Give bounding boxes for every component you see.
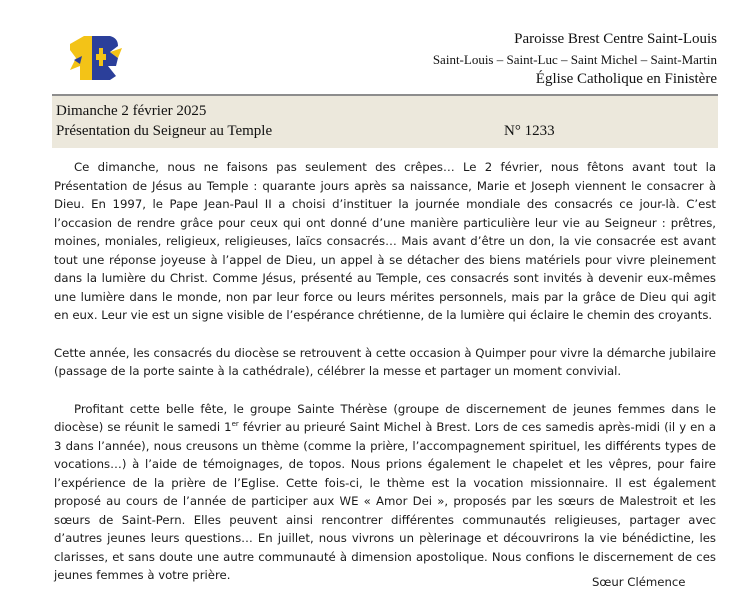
- paragraph-text-start: Profitant cette belle fête, le groupe Sainte Thérèse (groupe de discernement de jeunes femmes dans le diocèse) se réunit le samedi 1: [54, 401, 716, 434]
- bulletin-date: Dimanche 2 février 2025: [56, 103, 207, 119]
- paragraph-text-end: février au prieuré Saint Michel à Brest. Lors de ces samedis après-midi (il y en a 3 dans l’année), nous creusons un thème (comme la prière, l’accompagnement spirituel, les différents types de vocations…) à l’aide de témoignages, de topos. Nous prions également le chapelet et les vêpres, pour faire l’expérience de la prière de l’Eglise. Cette fois-ci, le thème est la vocation missionnaire. Il est également proposé au cours de l’année de participer aux WE « Amor Dei », proposés par les sœurs de Malestroit et les sœurs de Saint-Pern. Elles peuvent ainsi rencontrer différentes communautés religieuses, partager avec d’autres jeunes leurs questions… En juillet, nous vivrons un pèlerinage et découvrirons la vie bénédictine, les clarisses, et sans doute une autre communauté à dimension apostolique. Nous confions le discernement de ces jeunes femmes à votre prière.: [54, 420, 716, 582]
- parish-churches: Saint-Louis – Saint-Luc – Saint Michel – Saint-Martin: [432, 52, 717, 67]
- signature: Sœur Clémence: [592, 575, 686, 589]
- ordinal-superscript: er: [231, 420, 239, 429]
- feast-title: Présentation du Seigneur au Temple: [56, 123, 273, 139]
- bulletin-banner: [52, 94, 718, 148]
- bulletin-number: N° 1233: [504, 123, 555, 139]
- parish-name: Paroisse Brest Centre Saint-Louis: [514, 31, 717, 47]
- paragraph-groupe-sainte-therese: [54, 400, 716, 585]
- parish-header: [433, 30, 717, 88]
- paragraph-presentation: Ce dimanche, nous ne faisons pas seulement des crêpes… Le 2 février, nous fêtons avant tout la Présentation de Jésus au Temple : quarante jours après sa naissance, Marie et Joseph viennent le consacrer à Dieu. En 1997, le Pape Jean-Paul II a choisi d’instituer la journée mondiale des consacrés ce jour-là. C’est l’occasion de rendre grâce pour ceux qui ont donné d’une manière particulière leur vie au Seigneur : prêtres, moines, moniales, religieux, religieuses, laïcs consacrés… Mais avant d’être un don, la vie consacrée est avant tout une réponse joyeuse à l’appel de Dieu, un appel à se détacher des biens matériels pour vivre pleinement dans la lumière du Christ. Comme Jésus, présenté au Temple, ces consacrés sont invités à devenir eux-mêmes une lumière dans le monde, non par leur force ou leurs mérites personnels, mais par la grâce de Dieu qui agit en eux. Leur vie est un signe visible de l’espérance chrétienne, de la lumière qui éclaire le chemin des croyants.: [54, 160, 716, 322]
- parish-logo: [66, 30, 122, 86]
- paragraph-consacres: Cette année, les consacrés du diocèse se retrouvent à cette occasion à Quimper pour vivre la démarche jubilaire (passage de la porte sainte à la cathédrale), célébrer la messe et partager un moment convivial.: [54, 345, 716, 378]
- bulletin-body: [54, 158, 716, 585]
- diocese-name: Église Catholique en Finistère: [535, 71, 717, 87]
